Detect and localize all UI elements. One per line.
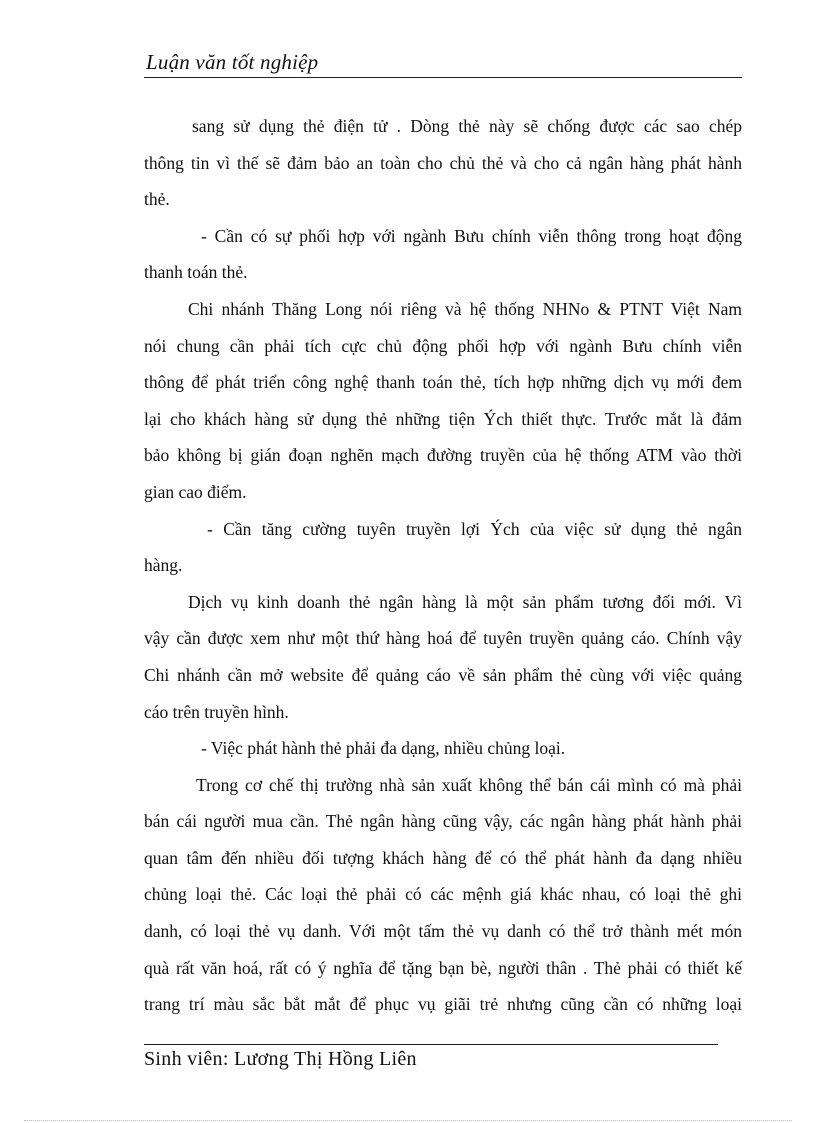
page-edge-divider [24, 1120, 792, 1121]
text-line: hàng. [144, 555, 183, 576]
text-line: trang trí màu sắc bắt mắt để phục vụ giãi trẻ nhưng cũng cần có những loại [144, 994, 742, 1015]
text-line: - Cần tăng cường tuyên truyền lợi Ých của việc sử dụng thẻ ngân [207, 518, 742, 539]
text-line: gian cao điểm. [144, 481, 247, 502]
text-line: nói chung cần phải tích cực chủ động phối hợp với ngành Bưu chính viễn [144, 335, 742, 356]
text-line: sang sử dụng thẻ điện tử . Dòng thẻ này sẽ chống được các sao chép [192, 116, 742, 136]
body-text [144, 108, 742, 1023]
text-line: Chi nhánh Thăng Long nói riêng và hệ thống NHNo & PTNT Việt Nam [188, 298, 742, 319]
text-line: thanh toán thẻ. [144, 262, 248, 283]
footer-divider [144, 1044, 718, 1045]
text-line: - Cần có sự phối hợp với ngành Bưu chính viễn thông trong hoạt động [201, 225, 742, 246]
text-line: thông để phát triển công nghệ thanh toán thẻ, tích hợp những dịch vụ mới đem [144, 372, 742, 393]
text-line: chủng loại thẻ. Các loại thẻ phải có các mệnh giá khác nhau, có loại thẻ ghi [144, 884, 742, 905]
text-line: quà rất văn hoá, rất có ý nghĩa để tặng bạn bè, người thân . Thẻ phải có thiết kế [144, 957, 742, 978]
text-line: lại cho khách hàng sử dụng thẻ những tiện Ých thiết thực. Trước mắt là đảm [144, 408, 742, 429]
text-line: cáo trên truyền hình. [144, 701, 289, 722]
text-line: thông tin vì thế sẽ đảm bảo an toàn cho chủ thẻ và cho cả ngân hàng phát hành [144, 152, 742, 173]
text-line: danh, có loại thẻ vụ danh. Với một tấm thẻ vụ danh có thể trở thành mét món [144, 921, 742, 942]
text-line: bán cái người mua cần. Thẻ ngân hàng cũng vậy, các ngân hàng phát hành phải [144, 811, 742, 832]
text-line: thẻ. [144, 189, 170, 210]
text-line: bảo không bị gián đoạn nghẽn mạch đường truyền của hệ thống ATM vào thời [144, 445, 742, 466]
text-line: Chi nhánh cần mở website để quảng cáo về sản phẩm thẻ cùng với việc quảng [144, 664, 742, 685]
text-line: - Việc phát hành thẻ phải đa dạng, nhiều chủng loại. [201, 738, 566, 759]
header-divider [144, 77, 742, 78]
text-line: Dịch vụ kinh doanh thẻ ngân hàng là một sản phẩm tương đối mới. Vì [188, 591, 742, 612]
header-title: Luận văn tốt nghiệp [146, 50, 319, 74]
text-line: quan tâm đến nhiều đối tượng khách hàng để có thể phát hành đa dạng nhiều [144, 847, 742, 868]
text-line: Trong cơ chế thị trường nhà sản xuất không thể bán cái mình có mà phải [196, 774, 742, 795]
text-line: vậy cần được xem như một thứ hàng hoá để tuyên truyền quảng cáo. Chính vậy [144, 628, 742, 649]
footer-student-name: Sinh viên: Lương Thị Hồng Liên [144, 1048, 417, 1070]
